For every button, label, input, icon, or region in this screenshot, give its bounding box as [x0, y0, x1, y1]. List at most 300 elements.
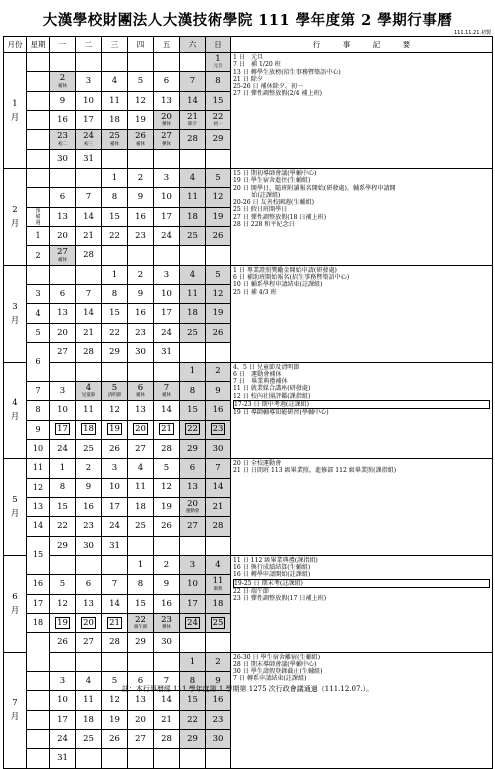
- day-cell: [102, 246, 128, 265]
- day-cell: [154, 53, 180, 72]
- day-number: 31: [109, 540, 120, 551]
- day-number: 19: [161, 501, 172, 512]
- week-number: 12: [27, 478, 50, 497]
- day-note: 彈休: [162, 122, 171, 128]
- day-cell: [128, 304, 154, 323]
- day-cell: [180, 575, 206, 594]
- week-number: 6: [27, 343, 50, 382]
- day-cell: [76, 536, 102, 555]
- day-number: 15: [187, 405, 198, 416]
- day-cell: [102, 91, 128, 110]
- day-number: 29: [135, 637, 146, 648]
- day-cell: [180, 72, 206, 91]
- day-cell: [50, 72, 76, 91]
- day-cell: [206, 149, 231, 168]
- event-line: 1 日 元旦: [233, 54, 264, 61]
- day-cell: [102, 575, 128, 594]
- day-cell: [154, 613, 180, 632]
- day-cell: [206, 285, 231, 304]
- day-cell: [180, 749, 206, 768]
- day-cell: [76, 362, 102, 381]
- day-cell: [50, 633, 76, 652]
- day-number: 15: [109, 308, 120, 319]
- day-number: 12: [109, 405, 120, 416]
- day-number: 11: [83, 695, 94, 706]
- day-number: 12: [212, 289, 224, 300]
- day-number: 8: [215, 76, 221, 87]
- day-cell: [180, 633, 206, 652]
- day-number: 26: [109, 733, 120, 744]
- day-number: 21: [161, 714, 172, 725]
- day-cell: [154, 710, 180, 729]
- day-number: 23: [161, 614, 172, 625]
- day-number: 24: [109, 521, 120, 532]
- day-number: 16: [161, 598, 172, 609]
- day-cell: [154, 420, 180, 439]
- month-label: 7 月: [4, 652, 27, 768]
- week-number: 11: [27, 459, 50, 478]
- event-line: 13 日 轉學生放榜(招生事務暨築語中心): [233, 68, 341, 76]
- day-number: 17: [187, 598, 198, 609]
- day-cell: [180, 323, 206, 342]
- day-number: 21: [83, 327, 94, 338]
- day-cell: [154, 130, 180, 149]
- day-cell: [50, 749, 76, 768]
- day-cell: [50, 130, 76, 149]
- day-cell: [102, 130, 128, 149]
- month-events: [231, 362, 493, 459]
- day-cell: [154, 207, 180, 226]
- day-cell: [154, 246, 180, 265]
- day-number: 31: [161, 347, 172, 358]
- day-number: 7: [163, 382, 170, 393]
- day-number: 1: [215, 53, 221, 64]
- day-cell: [102, 188, 128, 207]
- day-cell: [76, 749, 102, 768]
- day-cell: [206, 749, 231, 768]
- day-number: 4: [189, 269, 196, 280]
- day-number: 8: [111, 192, 118, 203]
- event-line: 27 日 彈性調整放假(2/4 補上班): [233, 90, 323, 98]
- month-events: [231, 169, 493, 266]
- day-cell: [206, 188, 231, 207]
- day-number: 22: [109, 231, 120, 242]
- day-cell: [76, 343, 102, 362]
- event-line: 27 日 彈性調整放假(18 日補上班): [233, 213, 327, 221]
- week-number: [27, 130, 50, 149]
- day-number: 19: [212, 308, 224, 319]
- day-number: 17: [161, 308, 172, 319]
- day-cell: [128, 169, 154, 188]
- day-number: 29: [109, 347, 120, 358]
- week-number: 7: [27, 381, 50, 400]
- day-cell: [128, 420, 154, 439]
- month-label: 1 月: [4, 53, 27, 169]
- day-cell: [50, 149, 76, 168]
- day-cell: [102, 613, 128, 632]
- day-number: 7: [215, 463, 221, 474]
- day-number: 5: [163, 463, 170, 474]
- day-number: 29: [57, 540, 68, 551]
- day-number: 4: [85, 382, 92, 393]
- day-cell: [180, 265, 206, 284]
- day-number: 3: [59, 385, 66, 396]
- day-cell: [50, 575, 76, 594]
- day-number: 3: [189, 559, 196, 570]
- day-number: 17: [161, 211, 172, 222]
- day-number: 27: [187, 521, 198, 532]
- day-number: 6: [189, 463, 196, 474]
- day-cell: [128, 555, 154, 574]
- day-number: 11: [187, 289, 198, 300]
- day-number: 28: [83, 250, 94, 261]
- day-note: 初三: [84, 141, 93, 147]
- day-number: 28: [187, 134, 198, 145]
- day-number: 28: [161, 733, 172, 744]
- day-number: 7: [111, 579, 118, 590]
- weekday-header: 日: [206, 37, 231, 53]
- day-cell: [76, 207, 102, 226]
- day-cell: [154, 111, 180, 130]
- day-cell: [154, 652, 180, 671]
- day-number: 10: [83, 95, 94, 106]
- day-number: 1: [189, 366, 196, 377]
- day-number: 20: [135, 714, 146, 725]
- day-number: 20: [187, 498, 198, 509]
- day-number: 14: [161, 405, 172, 416]
- day-number: 2: [215, 366, 221, 377]
- day-cell: [206, 304, 231, 323]
- day-cell: [50, 478, 76, 497]
- day-cell: [128, 594, 154, 613]
- day-cell: [102, 401, 128, 420]
- day-number: 24: [83, 131, 94, 142]
- day-number: 5: [215, 269, 221, 280]
- day-number: 19: [57, 617, 68, 628]
- day-cell: [102, 652, 128, 671]
- day-number: 9: [215, 385, 221, 396]
- day-cell: [206, 710, 231, 729]
- event-line: 26-30 日 學生宿舍離宿(生輔組): [233, 653, 321, 661]
- day-cell: [154, 188, 180, 207]
- month-label: 2 月: [4, 169, 27, 266]
- day-number: 22: [187, 714, 198, 725]
- event-line: 20 日 開學日、隨班附讀報名開始(研發處)、輔系學程申請開: [233, 184, 396, 192]
- day-cell: [76, 111, 102, 130]
- day-note: 彈休: [162, 141, 171, 147]
- event-line: 1 日 專業證照獎勵金開始申請(研發處): [233, 266, 337, 274]
- day-note: 補休: [58, 83, 67, 89]
- day-cell: [180, 188, 206, 207]
- day-cell: [50, 420, 76, 439]
- month-header: 月份: [4, 37, 27, 53]
- day-number: 21: [161, 424, 172, 435]
- week-number: [27, 111, 50, 130]
- day-cell: [180, 594, 206, 613]
- day-cell: [76, 169, 102, 188]
- day-number: 22: [212, 111, 224, 122]
- day-number: 25: [83, 443, 94, 454]
- day-number: 26: [212, 231, 224, 242]
- day-cell: [50, 439, 76, 458]
- day-cell: [154, 749, 180, 768]
- day-cell: [154, 497, 180, 516]
- day-cell: [50, 343, 76, 362]
- day-cell: [102, 555, 128, 574]
- day-number: 23: [135, 231, 146, 242]
- day-cell: [128, 53, 154, 72]
- day-number: 26: [57, 637, 68, 648]
- day-cell: [76, 613, 102, 632]
- day-number: 30: [161, 637, 172, 648]
- day-cell: [206, 633, 231, 652]
- page-title: 大漢學校財團法人大漢技術學院 111 學年度第 2 學期行事曆: [42, 12, 453, 29]
- day-number: 20: [57, 327, 68, 338]
- day-number: 20: [161, 111, 172, 122]
- day-cell: [50, 227, 76, 246]
- month-label: 5 月: [4, 459, 27, 556]
- day-cell: [102, 594, 128, 613]
- day-cell: [180, 652, 206, 671]
- week-number: 4: [27, 304, 50, 323]
- day-cell: [180, 149, 206, 168]
- event-line: 20-26 日 友善校園週(生輔組): [233, 199, 315, 207]
- day-number: 30: [135, 347, 146, 358]
- day-cell: [76, 188, 102, 207]
- day-number: 11: [187, 192, 198, 203]
- day-cell: [102, 53, 128, 72]
- day-cell: [128, 323, 154, 342]
- day-number: 16: [212, 405, 224, 416]
- day-cell: [128, 246, 154, 265]
- day-cell: [50, 169, 76, 188]
- day-number: 19: [212, 211, 224, 222]
- day-number: 27: [135, 443, 146, 454]
- day-cell: [50, 362, 76, 381]
- day-number: 24: [57, 733, 68, 744]
- day-cell: [154, 343, 180, 362]
- day-number: 28: [109, 637, 120, 648]
- day-cell: [50, 730, 76, 749]
- day-cell: [154, 439, 180, 458]
- day-cell: [50, 304, 76, 323]
- day-cell: [154, 478, 180, 497]
- day-number: 14: [187, 95, 198, 106]
- day-cell: [76, 517, 102, 536]
- day-number: 29: [187, 733, 198, 744]
- day-cell: [102, 478, 128, 497]
- day-number: 5: [215, 172, 221, 183]
- day-number: 27: [161, 131, 172, 142]
- week-number: [27, 749, 50, 768]
- week-number: 9: [27, 420, 50, 439]
- day-number: 23: [83, 521, 94, 532]
- day-cell: [154, 730, 180, 749]
- day-number: 26: [161, 521, 172, 532]
- day-cell: [50, 459, 76, 478]
- day-number: 18: [187, 308, 198, 319]
- day-cell: [180, 362, 206, 381]
- day-number: 8: [59, 482, 66, 493]
- day-cell: [206, 517, 231, 536]
- day-cell: [102, 517, 128, 536]
- day-number: 26: [135, 131, 146, 142]
- day-number: 6: [59, 192, 66, 203]
- day-number: 8: [189, 675, 196, 686]
- day-number: 3: [59, 675, 66, 686]
- day-cell: [50, 285, 76, 304]
- day-number: 6: [59, 289, 66, 300]
- day-number: 25: [109, 131, 120, 142]
- event-line: 30 日 學生請假登錄截止(生輔組): [233, 668, 323, 676]
- day-number: 27: [57, 347, 68, 358]
- day-cell: [180, 730, 206, 749]
- week-row: [4, 169, 493, 188]
- day-cell: [206, 207, 231, 226]
- day-cell: [206, 401, 231, 420]
- day-number: 25: [83, 733, 94, 744]
- event-line: 15 日 期初導師會議(學輔中心): [233, 170, 317, 178]
- day-number: 5: [59, 579, 66, 590]
- day-cell: [128, 343, 154, 362]
- day-cell: [76, 594, 102, 613]
- day-note: 補休: [136, 141, 145, 147]
- day-number: 12: [212, 192, 224, 203]
- day-cell: [50, 111, 76, 130]
- day-cell: [180, 459, 206, 478]
- day-cell: [206, 420, 231, 439]
- day-cell: [128, 227, 154, 246]
- day-note: 清明節: [107, 393, 122, 399]
- day-number: 9: [137, 192, 144, 203]
- day-cell: [180, 285, 206, 304]
- day-cell: [128, 710, 154, 729]
- day-number: 17: [57, 424, 68, 435]
- day-number: 1: [137, 559, 144, 570]
- week-row: [4, 53, 493, 72]
- day-note: 補休: [136, 393, 145, 399]
- day-cell: [206, 575, 231, 594]
- day-number: 9: [215, 675, 221, 686]
- day-cell: [206, 730, 231, 749]
- day-number: 8: [189, 385, 196, 396]
- day-number: 28: [212, 521, 224, 532]
- day-cell: [76, 381, 102, 400]
- event-line: 22 日 端午節: [233, 587, 270, 595]
- day-cell: [128, 91, 154, 110]
- day-cell: [102, 633, 128, 652]
- week-number: 1: [27, 227, 50, 246]
- day-number: 3: [163, 172, 170, 183]
- header-row: [4, 37, 493, 53]
- day-cell: [128, 749, 154, 768]
- day-number: 2: [85, 463, 92, 474]
- day-cell: [154, 304, 180, 323]
- day-cell: [128, 633, 154, 652]
- day-number: 2: [59, 73, 66, 84]
- day-cell: [180, 420, 206, 439]
- day-cell: [154, 265, 180, 284]
- day-cell: [128, 362, 154, 381]
- day-number: 25: [187, 231, 198, 242]
- day-cell: [180, 381, 206, 400]
- day-number: 23: [57, 131, 68, 142]
- week-number: 10: [27, 439, 50, 458]
- day-cell: [102, 207, 128, 226]
- day-number: 17: [83, 114, 94, 125]
- day-number: 12: [161, 482, 172, 493]
- day-cell: [128, 207, 154, 226]
- week-number: [27, 633, 50, 672]
- day-cell: [206, 439, 231, 458]
- weekday-header: 五: [154, 37, 180, 53]
- day-number: 2: [215, 656, 221, 667]
- day-number: 22: [187, 424, 198, 435]
- day-number: 24: [187, 617, 198, 628]
- week-row: [4, 652, 493, 671]
- day-number: 9: [163, 579, 170, 590]
- day-cell: [102, 265, 128, 284]
- day-number: 25: [212, 617, 224, 628]
- day-number: 26: [212, 327, 224, 338]
- day-number: 4: [111, 76, 118, 87]
- week-number: 15: [27, 536, 50, 575]
- day-note: 彈休: [162, 625, 171, 631]
- day-cell: [154, 285, 180, 304]
- week-number: 8: [27, 401, 50, 420]
- day-cell: [154, 169, 180, 188]
- event-line: 10 日 輔系學程申請結束(註課組): [233, 281, 323, 289]
- day-number: 18: [212, 598, 224, 609]
- week-row: [4, 459, 493, 478]
- week-number: 17: [27, 594, 50, 613]
- event-line: 7 日 補 1/20 班: [233, 61, 281, 69]
- day-note: 初二: [58, 141, 67, 147]
- day-cell: [76, 304, 102, 323]
- events-header: 行 事 記 要: [231, 37, 493, 53]
- day-cell: [128, 517, 154, 536]
- month-events: [231, 265, 493, 362]
- day-number: 22: [135, 614, 146, 625]
- event-line: 25-26 日 補休除夕、初一: [233, 83, 304, 90]
- day-cell: [76, 555, 102, 574]
- day-cell: [206, 459, 231, 478]
- day-cell: [76, 285, 102, 304]
- day-number: 24: [161, 231, 172, 242]
- day-cell: [76, 710, 102, 729]
- day-cell: [50, 381, 76, 400]
- event-line: 20 日 全校運動會: [233, 460, 282, 468]
- day-cell: [128, 72, 154, 91]
- day-number: 5: [111, 382, 118, 393]
- day-cell: [76, 149, 102, 168]
- day-number: 23: [212, 714, 224, 725]
- day-cell: [50, 652, 76, 671]
- day-number: 1: [111, 172, 118, 183]
- day-number: 7: [189, 76, 196, 87]
- day-cell: [76, 497, 102, 516]
- day-number: 11: [212, 576, 224, 587]
- day-cell: [180, 111, 206, 130]
- day-number: 15: [187, 695, 198, 706]
- day-cell: [76, 459, 102, 478]
- day-cell: [180, 497, 206, 516]
- month-label: 6 月: [4, 555, 27, 652]
- day-cell: [180, 478, 206, 497]
- day-cell: [154, 594, 180, 613]
- day-cell: [206, 497, 231, 516]
- day-cell: [128, 401, 154, 420]
